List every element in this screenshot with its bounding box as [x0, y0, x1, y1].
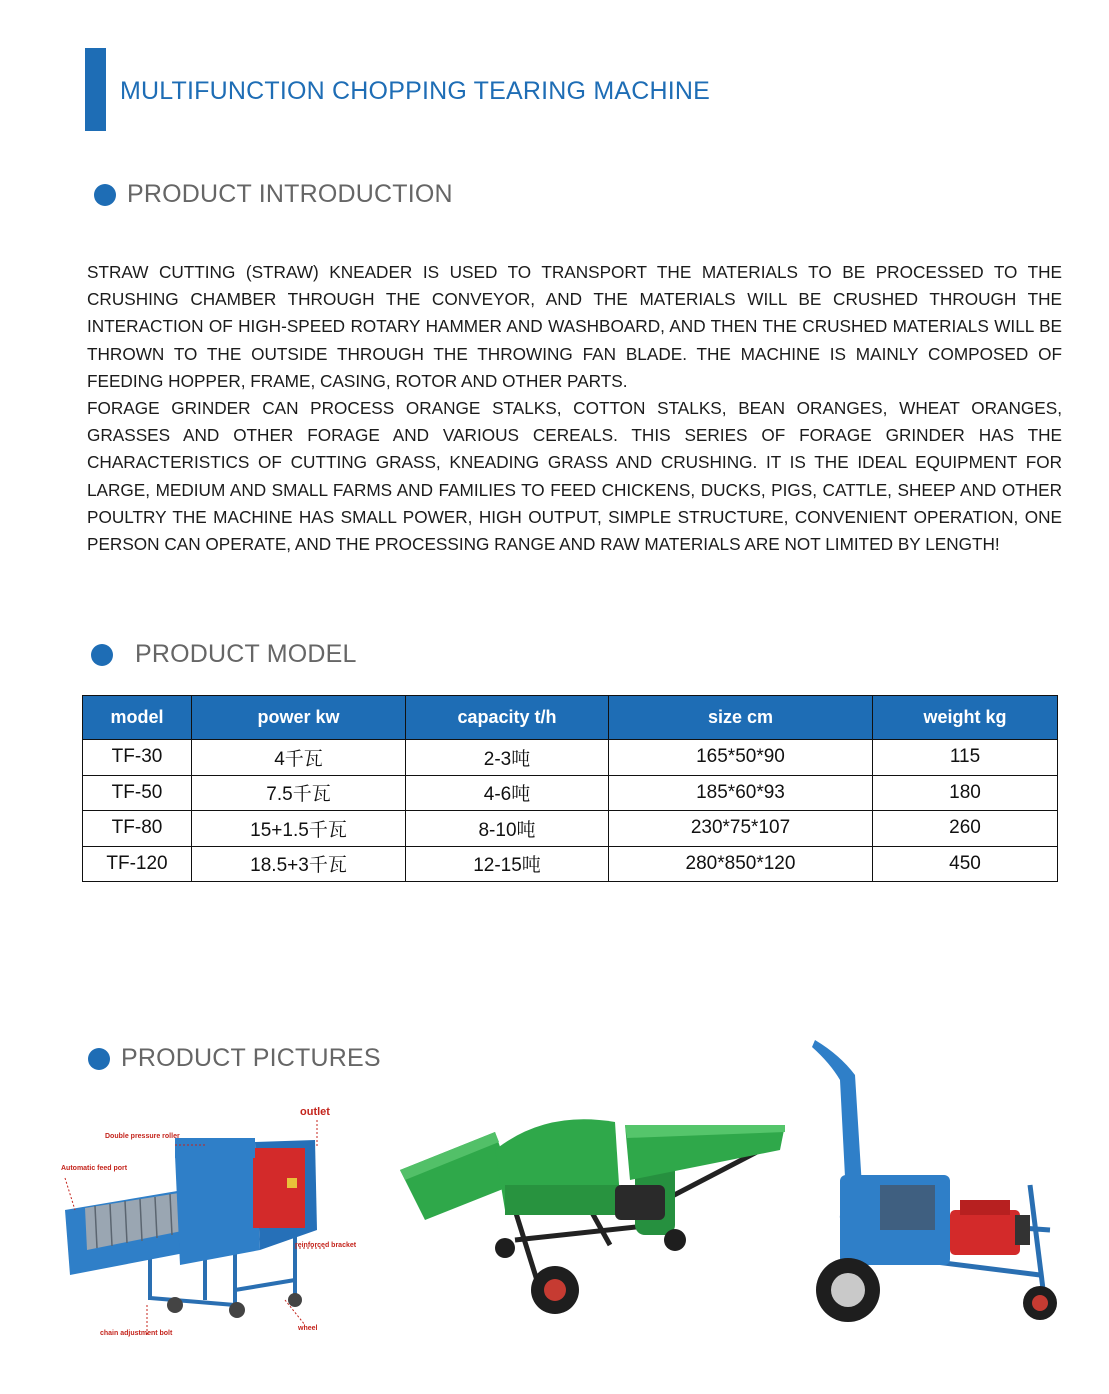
model-table: [82, 695, 1058, 882]
section-pictures: [88, 1044, 381, 1073]
blue-machine-illustration: [55, 1100, 375, 1345]
green-machine-illustration: [395, 1110, 795, 1325]
title-accent-bar: [85, 48, 106, 131]
product-picture-diagram: [55, 1100, 375, 1345]
table-row: [83, 740, 1058, 776]
table-header-cell: model: [83, 696, 192, 740]
table-header-cell: capacity t/h: [406, 696, 609, 740]
table-row: [83, 775, 1058, 811]
introduction-paragraph: FORAGE GRINDER CAN PROCESS ORANGE STALKS, COTTON STALKS, BEAN ORANGES, WHEAT ORANGES, GRASSES AND OTHER FORAGE AND VARIOUS CEREALS. THIS SERIES OF FORAGE GRINDER HAS THE CHARACTERISTICS OF CUTTING GRASS, KNEADING GRASS AND CRUSHING. IT IS THE IDEAL EQUIPMENT FOR LARGE, MEDIUM AND SMALL FARMS AND FAMILIES TO FEED CHICKENS, DUCKS, PIGS, CATTLE, SHEEP AND OTHER POULTRY THE MACHINE HAS SMALL POWER, HIGH OUTPUT, SIMPLE STRUCTURE, CONVENIENT OPERATION, ONE PERSON CAN OPERATE, AND THE PROCESSING RANGE AND RAW MATERIALS ARE NOT LIMITED BY LENGTH!: [87, 398, 1062, 555]
table-cell: 4-6吨: [406, 775, 609, 811]
table-header-cell: size cm: [609, 696, 873, 740]
label-reinforced-bracket: reinforced bracket: [295, 1242, 357, 1249]
page-title: MULTIFUNCTION CHOPPING TEARING MACHINE: [120, 77, 711, 105]
table-row: [83, 811, 1058, 847]
table-row: [83, 846, 1058, 882]
table-cell: 2-3吨: [406, 740, 609, 776]
table-cell: 180: [873, 775, 1058, 811]
table-header-cell: power kw: [192, 696, 406, 740]
product-picture-green-machine: [395, 1110, 795, 1325]
table-cell: 18.5+3千瓦: [192, 846, 406, 882]
table-cell: 260: [873, 811, 1058, 847]
table-cell: 15+1.5千瓦: [192, 811, 406, 847]
label-automatic-feed-port: Automatic feed port: [61, 1165, 128, 1172]
introduction-paragraph: STRAW CUTTING (STRAW) KNEADER IS USED TO TRANSPORT THE MATERIALS TO BE PROCESSED TO THE CRUSHING CHAMBER THROUGH THE CONVEYOR, AND THE MATERIALS WILL BE CRUSHED THROUGH THE INTERACTION OF HIGH-SPEED ROTARY HAMMER AND WASHBOARD, AND THEN THE CRUSHED MATERIALS WILL BE THROWN TO THE OUTSIDE THROUGH THE THROWING FAN BLADE. THE MACHINE IS MAINLY COMPOSED OF FEEDING HOPPER, FRAME, CASING, ROTOR AND OTHER PARTS.: [87, 262, 1062, 391]
table-cell: 7.5千瓦: [192, 775, 406, 811]
section-introduction: [94, 180, 453, 209]
table-cell: 185*60*93: [609, 775, 873, 811]
table-cell: 8-10吨: [406, 811, 609, 847]
table-cell: 230*75*107: [609, 811, 873, 847]
label-double-pressure-roller: Double pressure roller: [105, 1133, 180, 1140]
table-cell: TF-120: [83, 846, 192, 882]
table-cell: TF-80: [83, 811, 192, 847]
section-introduction-title: PRODUCT INTRODUCTION: [127, 180, 453, 208]
table-cell: 115: [873, 740, 1058, 776]
table-cell: 450: [873, 846, 1058, 882]
product-picture-blue-engine-machine: [810, 1035, 1060, 1330]
table-cell: TF-50: [83, 775, 192, 811]
bullet-icon: [88, 1048, 110, 1070]
table-header-row: [83, 696, 1058, 740]
table-cell: 165*50*90: [609, 740, 873, 776]
section-model-title: PRODUCT MODEL: [135, 640, 357, 668]
label-outlet: outlet: [300, 1106, 330, 1118]
label-wheel: wheel: [298, 1325, 318, 1332]
section-pictures-title: PRODUCT PICTURES: [121, 1044, 381, 1072]
section-model: [91, 640, 357, 669]
table-header-cell: weight kg: [873, 696, 1058, 740]
table-cell: TF-30: [83, 740, 192, 776]
table-cell: 280*850*120: [609, 846, 873, 882]
table-cell: 4千瓦: [192, 740, 406, 776]
bullet-icon: [91, 644, 113, 666]
table-cell: 12-15吨: [406, 846, 609, 882]
bullet-icon: [94, 184, 116, 206]
introduction-text: [87, 259, 1062, 558]
label-chain-adjustment-bolt: chain adjustment bolt: [100, 1330, 173, 1337]
blue-engine-machine-illustration: [810, 1035, 1060, 1330]
